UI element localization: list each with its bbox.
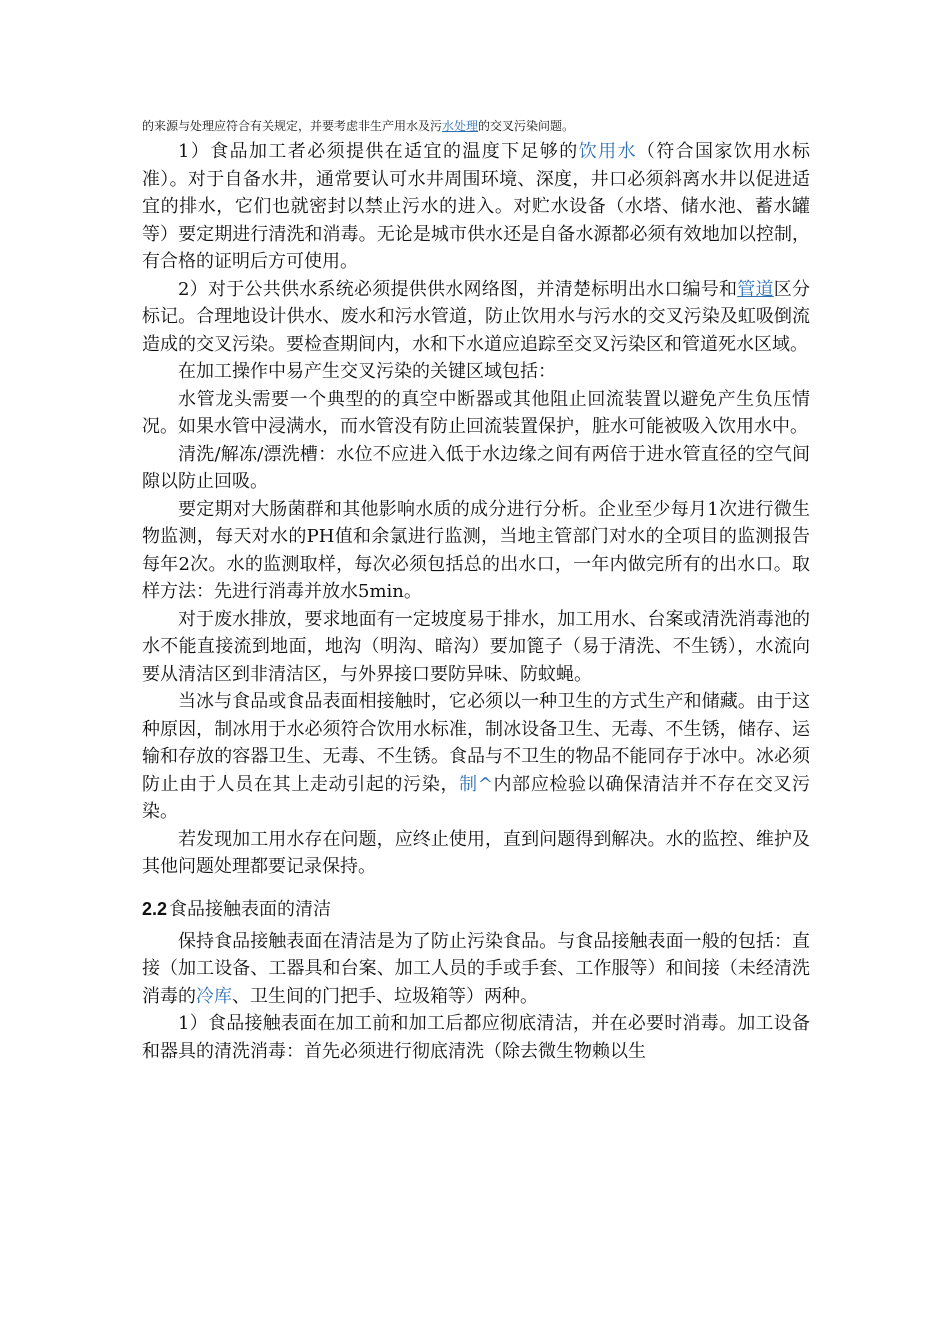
paragraph-drinking-water: 1）食品加工者必须提供在适宜的温度下足够的饮用水（符合国家饮用水标准）。对于自备水井，通常要认可水井周围环境、深度，井口必须斜离水井以促进适宜的排水，它们也就密封以禁止污水的进入。对贮水设备（水塔、储水池、蓄水罐等）要定期进行清洗和消毒。无论是城市供水还是自备水源都必须有效地加以控制，有合格的证明后方可使用。 bbox=[142, 141, 811, 272]
link-drinking-water[interactable]: 饮用水 bbox=[578, 141, 637, 162]
intro-line bbox=[142, 116, 810, 136]
paragraph-surface-cleaning: 1）食品接触表面在加工前和加工后都应彻底清洁，并在必要时消毒。加工设备和器具的清洗消毒：首先必须进行彻底清洗（除去微生物赖以生 bbox=[142, 1013, 810, 1062]
paragraph-wash-tank: 清洗/解冻/漂洗槽：水位不应进入低于水边缘之间有两倍于进水管直径的空气间隙以防止回吸。 bbox=[142, 443, 810, 492]
link-ice-making[interactable]: 制^ bbox=[459, 773, 493, 795]
paragraph-public-water-supply: 2）对于公共供水系统必须提供供水网络图，并清楚标明出水口编号和管道区分标记。合理地设计供水、废水和污水管道，防止饮用水与污水的交叉污染及虹吸倒流造成的交叉污染。要检查期间内，水和下水道应追踪至交叉污染区和管道死水区域。 bbox=[142, 278, 811, 355]
paragraph-faucet: 水管龙头需要一个典型的的真空中断器或其他阻止回流装置以避免产生负压情况。如果水管中浸满水，而水管没有防止回流装置保护，脏水可能被吸入饮用水中。 bbox=[142, 388, 810, 437]
paragraph-key-areas: 在加工操作中易产生交叉污染的关键区域包括： bbox=[178, 361, 556, 382]
section-title: 食品接触表面的清洁 bbox=[169, 898, 332, 920]
paragraph-ice: 当冰与食品或食品表面相接触时，它必须以一种卫生的方式生产和储藏。由于这种原因，制冰用于水必须符合饮用水标准，制冰设备卫生、无毒、不生锈，储存、运输和存放的容器卫生、无毒、不生锈。食品与不卫生的物品不能同存于冰中。冰必须防止由于人员在其上走动引起的污染，制^内部应检验以确保清洁并不存在交叉污染。 bbox=[142, 691, 810, 822]
paragraph-problem-handling: 若发现加工用水存在问题，应终止使用，直到问题得到解决。水的监控、维护及其他问题处理都要记录保持。 bbox=[142, 828, 810, 877]
paragraph-water-testing: 要定期对大肠菌群和其他影响水质的成分进行分析。企业至少每月1次进行微生物监测，每天对水的PH值和余氯进行监测，当地主管部门对水的全项目的监测报告每年2次。水的监测取样，每次必须包括总的出水口，一年内做完所有的出水口。取样方法：先进行消毒并放水5min。 bbox=[142, 498, 810, 602]
text-column bbox=[142, 116, 810, 1065]
paragraph-wastewater: 对于废水排放，要求地面有一定坡度易于排水，加工用水、台案或清洗消毒池的水不能直接流到地面，地沟（明沟、暗沟）要加篦子（易于清洗、不生锈），水流向要从清洁区到非清洁区，与外界接口要防异味、防蚊蝇。 bbox=[142, 608, 810, 685]
intro-text: 的来源与处理应符合有关规定，并要考虑非生产用水及污 bbox=[142, 119, 443, 133]
section-heading bbox=[142, 895, 810, 924]
link-cold-storage[interactable]: 冷库 bbox=[196, 985, 232, 1007]
paragraph-contact-surfaces: 保持食品接触表面在清洁是为了防止污染食品。与食品接触表面一般的包括：直接（加工设备、工器具和台案、加工人员的手或手套、工作服等）和间接（未经清洗消毒的冷库、卫生间的门把手、垃圾箱等）两种。 bbox=[142, 930, 810, 1007]
intro-text-end: 的交叉污染问题。 bbox=[478, 119, 575, 133]
link-pipeline[interactable]: 管道 bbox=[737, 278, 774, 300]
section-number: 2.2 bbox=[142, 898, 168, 919]
link-water-treatment[interactable]: 水处理 bbox=[442, 119, 479, 133]
